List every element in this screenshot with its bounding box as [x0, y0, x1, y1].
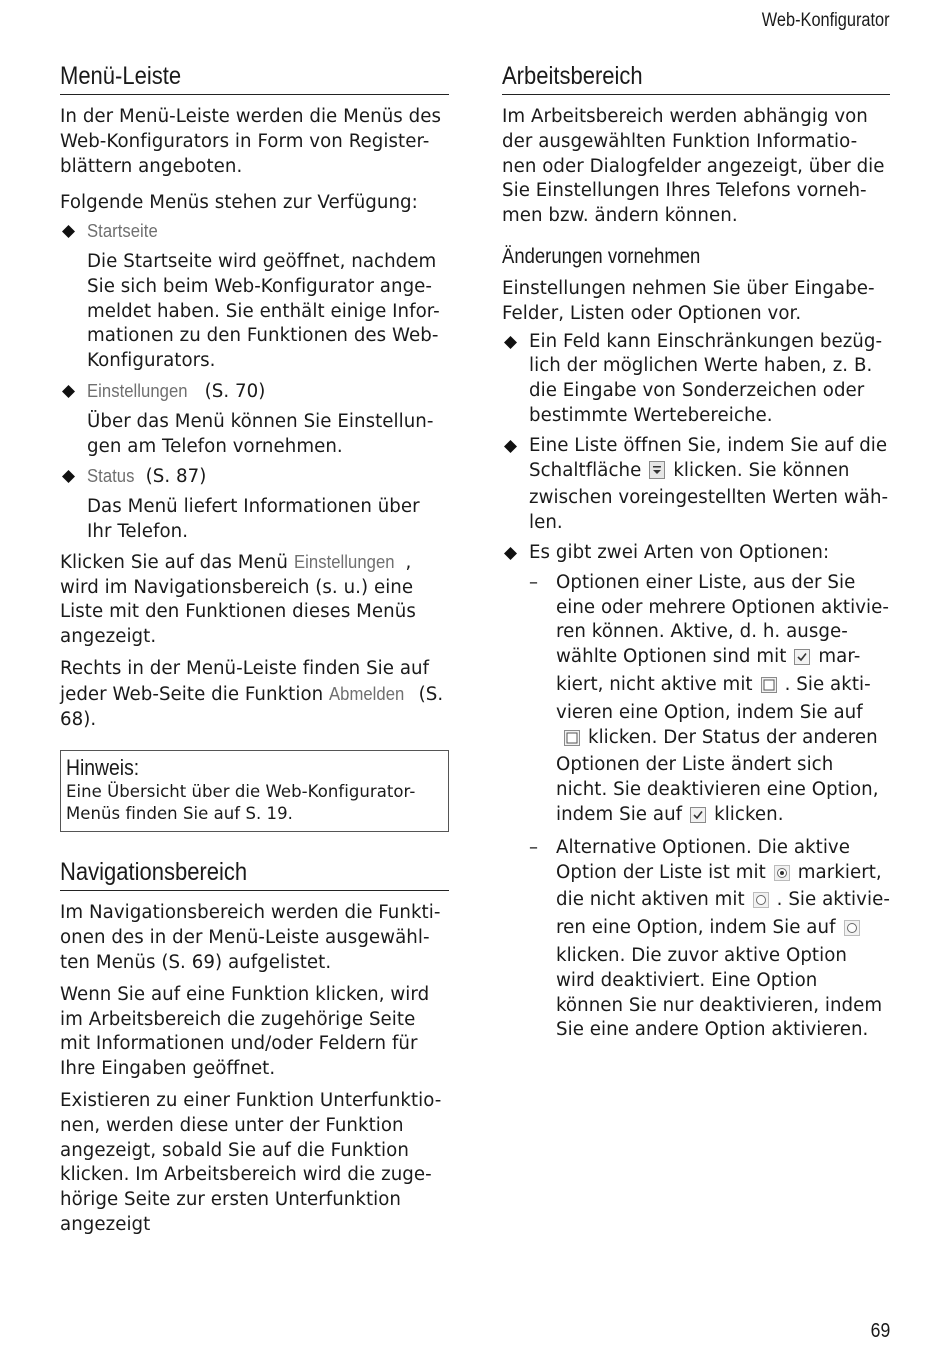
- menu-ref-einstellungen: (S. 70): [204, 380, 266, 402]
- option-type-alternative: – Alternative Optionen. Die aktive Option der Liste ist mit markiert, die nicht aktiven mit . Sie aktivie-ren eine Option, indem Sie aufklicken. Die zuvor aktive Option wird deaktiviert. Eine Option können Sie nur deaktivieren, indem Sie eine andere Option aktivieren.: [529, 836, 890, 1041]
- diamond-bullet-icon: [504, 440, 517, 453]
- bullet-list-text: Eine Liste öffnen Sie, indem Sie auf die Schaltfläche klicken. Sie können zwischen voreingestellten Werten wäh-len.: [529, 434, 889, 534]
- menus-available: Folgende Menüs stehen zur Verfügung:: [60, 192, 418, 214]
- menu-item-startseite: [60, 219, 449, 374]
- bullet-field: [502, 330, 890, 429]
- menu-section-heading: Menü-Leiste: [60, 62, 182, 90]
- radio-selected-icon: [774, 864, 790, 889]
- right-column: [502, 58, 890, 1048]
- menu-name-startseite: Startseite: [87, 220, 158, 242]
- menu-section-heading-rule: [60, 58, 449, 95]
- nav-paragraph-1: Im Navigationsbereich werden die Funkti-onen des in der Menü-Leiste ausgewähl-ten Menüs (S. 69) aufgelistet.: [60, 902, 441, 973]
- diamond-bullet-icon: [504, 336, 517, 349]
- menu-intro: In der Menü-Leiste werden die Menüs des Web-Konfigurators in Form von Register-blättern angeboten.: [60, 106, 441, 177]
- left-column: [60, 58, 449, 1245]
- logout-paragraph: Rechts in der Menü-Leiste finden Sie auf jeder Web-Seite die Funktion Abmelden (S. 68).: [60, 657, 444, 730]
- nav-paragraph-3: Existieren zu einer Funktion Unterfunktio-nen, werden diese unter der Funktion angezeigt, sobald Sie auf die Funktion klicken. Im Arbeitsbereich wird die zuge-hörige Seite zur ersten Unterfunktion angezeigt: [60, 1089, 442, 1235]
- note-box: [60, 750, 449, 832]
- bullet-list: [502, 434, 890, 536]
- checkbox-empty-icon: [761, 676, 777, 701]
- note-text: Eine Übersicht über die Web-Konfigurator-Menüs finden Sie auf S. 19.: [66, 782, 416, 824]
- bullet-field-text: Ein Feld kann Einschränkungen bezüg-lich der möglichen Werte haben, z. B. die Eingabe von Sonderzeichen oder bestimmte Wertebereiche.: [529, 330, 883, 426]
- radio-empty-icon: [844, 919, 860, 944]
- menu-desc-status: Das Menü liefert Informationen über Ihr Telefon.: [87, 496, 420, 542]
- radio-empty-icon: [753, 891, 769, 916]
- menu-item-einstellungen: [60, 379, 449, 459]
- menu-name-status: Status: [87, 465, 135, 487]
- note-title: Hinweis:: [66, 755, 140, 781]
- menu-name-einstellungen-inline: Einstellungen: [293, 550, 395, 572]
- nav-paragraph-2: Wenn Sie auf eine Funktion klicken, wird im Arbeitsbereich die zugehörige Seite mit Informationen und/oder Feldern für Ihre Eingaben geöffnet.: [60, 983, 430, 1080]
- changes-subheading: Änderungen vornehmen: [502, 244, 701, 268]
- nav-section-heading: Navigationsbereich: [60, 858, 248, 887]
- checkbox-checked-icon: [794, 648, 810, 673]
- diamond-bullet-icon: [62, 385, 75, 398]
- checkbox-empty-icon: [564, 729, 580, 754]
- menu-ref-status: (S. 87): [145, 466, 207, 488]
- option-type-list: – Optionen einer Liste, aus der Sie eine oder mehrere Optionen aktivie-ren können. Aktive, d. h. ausge-wählte Optionen sind mit mar-kiert, nicht aktive mit . Sie akti-vieren eine Option, indem Sie aufklicken. Der Status der anderen Optionen der Liste ändert sich nicht. Sie deaktivieren eine Option, indem Sie auf klicken.: [529, 571, 890, 831]
- diamond-bullet-icon: [62, 225, 75, 238]
- click-einstellungen-paragraph: Klicken Sie auf das Menü Einstellungen , wird im Navigationsbereich (s. u.) eine Liste mit den Funktionen dieses Menüs angezeigt.: [60, 550, 416, 648]
- menu-name-abmelden: Abmelden: [329, 682, 405, 704]
- menu-desc-einstellungen: Über das Menü können Sie Einstellun-gen am Telefon vornehmen.: [87, 410, 434, 457]
- dash-marker: –: [529, 571, 538, 593]
- diamond-bullet-icon: [62, 470, 75, 483]
- dash-marker: –: [529, 836, 538, 858]
- bullet-options: [502, 541, 890, 1043]
- running-header: Web-Konfigurator: [762, 10, 890, 31]
- bullet-options-text: Es gibt zwei Arten von Optionen:: [529, 541, 830, 563]
- work-section-heading: Arbeitsbereich: [502, 62, 643, 90]
- nav-section-heading-rule: [60, 854, 449, 891]
- diamond-bullet-icon: [504, 547, 517, 560]
- changes-intro: Einstellungen nehmen Sie über Eingabe-Felder, Listen oder Optionen vor.: [502, 277, 875, 324]
- menu-desc-startseite: Die Startseite wird geöffnet, nachdem Sie sich beim Web-Konfigurator ange-meldet haben. Sie enthält einige Infor-mationen zu den Funktionen des Web-Konfigurators.: [87, 250, 440, 372]
- menu-name-einstellungen: Einstellungen: [87, 379, 188, 401]
- menu-item-status: [60, 464, 449, 544]
- work-section-heading-rule: [502, 58, 890, 95]
- checkbox-checked-icon: [690, 806, 706, 831]
- dropdown-button-icon: [649, 461, 665, 487]
- work-intro: Im Arbeitsbereich werden abhängig von der ausgewählten Funktion Informatio-nen oder Dialogfelder angezeigt, über die Sie Einstellungen Ihres Telefons vorneh-men bzw. ändern können.: [502, 106, 885, 227]
- page-number: 69: [870, 1320, 890, 1342]
